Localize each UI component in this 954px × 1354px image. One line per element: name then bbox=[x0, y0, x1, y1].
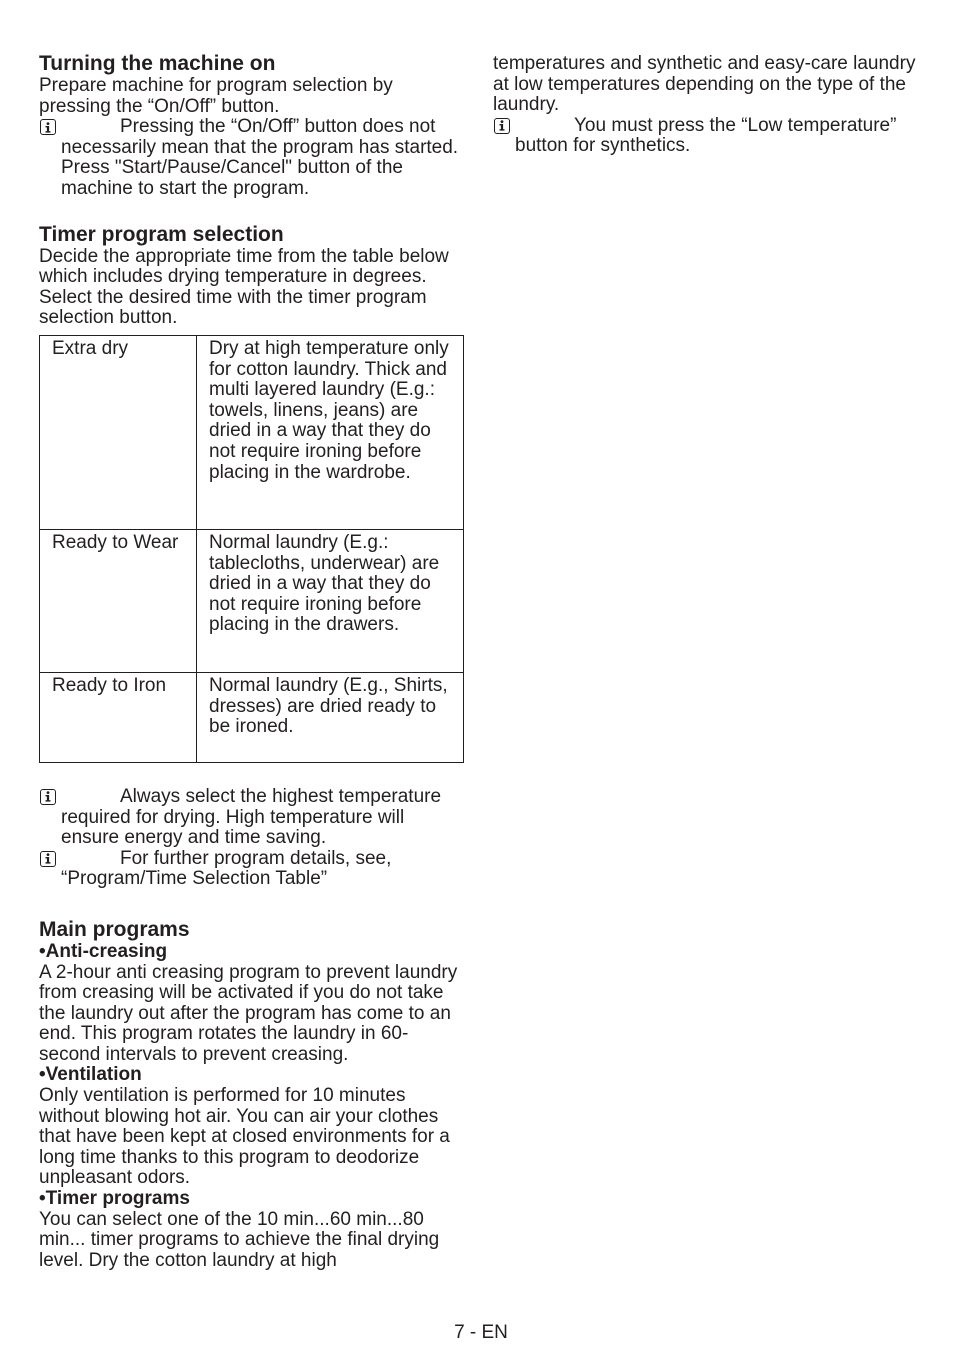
right-column bbox=[493, 54, 923, 157]
timer-selection-body: Decide the appropriate time from the table below which includes drying temperature in degrees. Select the desired time with the timer program selection button. bbox=[39, 245, 449, 329]
heading-main-programs: Main programs bbox=[39, 917, 190, 941]
turning-on-body: Prepare machine for program selection by pressing the “On/Off” button. bbox=[39, 75, 393, 117]
program-details-note bbox=[39, 849, 465, 890]
synthetics-note-text: You must press the “Low temperature” button for synthetics. bbox=[515, 114, 897, 157]
anti-creasing-title: •Anti-creasing bbox=[39, 940, 168, 962]
table-cell-level: Ready to Wear bbox=[40, 529, 197, 672]
info-icon bbox=[40, 851, 56, 867]
info-icon bbox=[40, 119, 56, 135]
timer-programs-continued: temperatures and synthetic and easy-care laundry at low temperatures depending on the type of the laundry. bbox=[493, 53, 916, 116]
timer-programs-title: •Timer programs bbox=[39, 1188, 190, 1210]
table-row bbox=[40, 529, 464, 672]
program-details-note-text: For further program details, see, “Program/Time Selection Table” bbox=[61, 847, 392, 890]
table-cell-description: Dry at high temperature only for cotton laundry. Thick and multi layered laundry (E.g.: towels, linens, jeans) are dried in a way that they do not require ironing before placing in the wardrobe. bbox=[197, 335, 464, 529]
table-cell-level: Extra dry bbox=[40, 335, 197, 529]
left-column bbox=[39, 52, 465, 1271]
table-cell-level: Ready to Iron bbox=[40, 672, 197, 762]
turning-on-note bbox=[39, 117, 465, 199]
table-row bbox=[40, 335, 464, 529]
heading-timer-selection: Timer program selection bbox=[39, 222, 284, 246]
ventilation-body: Only ventilation is performed for 10 minutes without blowing hot air. You can air your clothes that have been kept at closed environments for a long time thanks to this program to deodorize unpleasant odors. bbox=[39, 1085, 450, 1189]
page-number: 7 - EN bbox=[454, 1322, 508, 1343]
drying-level-table bbox=[39, 335, 464, 763]
timer-programs-body: You can select one of the 10 min...60 min...80 min... timer programs to achieve the final drying level. Dry the cotton laundry at high bbox=[39, 1208, 440, 1271]
info-icon bbox=[494, 118, 510, 134]
temperature-note-text: Always select the highest temperature required for drying. High temperature will ensure energy and time saving. bbox=[61, 785, 442, 849]
anti-creasing-body: A 2-hour anti creasing program to prevent laundry from creasing will be activated if you do not take the laundry out after the program has come to an end. This program rotates the laundry in 60-second intervals to prevent creasing. bbox=[39, 961, 458, 1065]
table-cell-description: Normal laundry (E.g.: tablecloths, underwear) are dried in a way that they do not require ironing before placing in the drawers. bbox=[197, 529, 464, 672]
table-row bbox=[40, 672, 464, 762]
turning-on-note-text: Pressing the “On/Off” button does not necessarily mean that the program has started. Press "Start/Pause/Cancel" button of the machine to start the program. bbox=[61, 116, 459, 199]
synthetics-note bbox=[493, 116, 923, 157]
table-cell-description: Normal laundry (E.g., Shirts, dresses) are dried ready to be ironed. bbox=[197, 672, 464, 762]
temperature-note bbox=[39, 787, 465, 849]
info-icon bbox=[40, 789, 56, 805]
heading-turning-on: Turning the machine on bbox=[39, 52, 276, 75]
ventilation-title: •Ventilation bbox=[39, 1064, 142, 1086]
